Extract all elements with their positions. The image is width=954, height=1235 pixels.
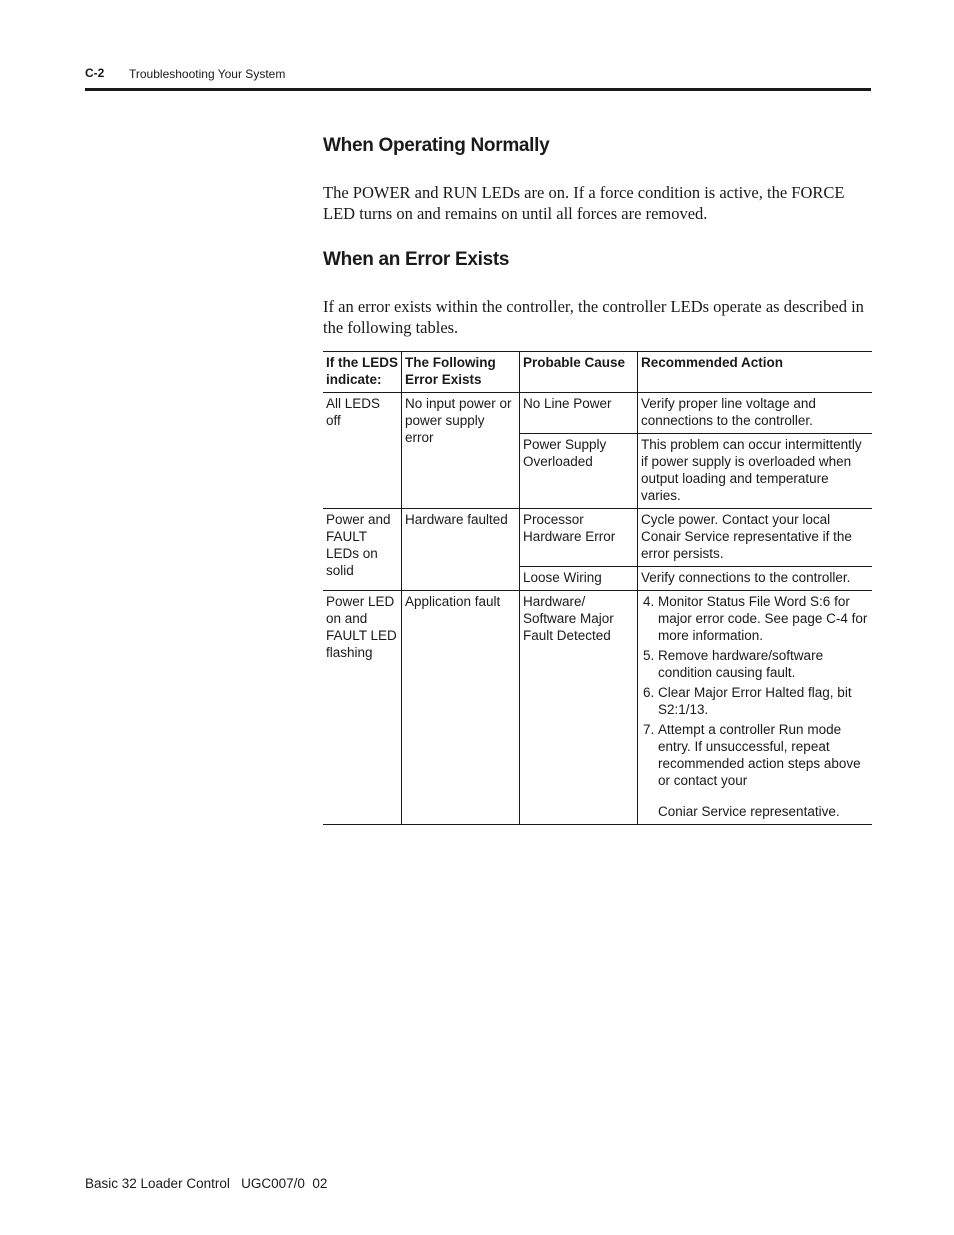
- header-rule: [85, 88, 871, 91]
- paragraph-operating-normally: The POWER and RUN LEDs are on. If a force condition is active, the FORCE LED turns on and remains on until all forces are removed.: [323, 183, 845, 223]
- action-step: 7. Attempt a controller Run mode entry. If unsuccessful, repeat recommended action steps above or contact your: [658, 721, 869, 789]
- action-step: 6. Clear Major Error Halted flag, bit S2:1/13.: [658, 684, 869, 718]
- table-header-row: [323, 352, 872, 393]
- table-row: [323, 591, 872, 825]
- action-step-continuation: Coniar Service representative.: [658, 804, 840, 819]
- cell-leds-indicate: Power and FAULT LEDs on solid: [323, 509, 402, 591]
- heading-error-exists: When an Error Exists: [323, 249, 510, 270]
- header-recommended-action: Recommended Action: [638, 352, 873, 393]
- table-row: [323, 393, 872, 434]
- header-probable-cause: Probable Cause: [520, 352, 638, 393]
- cell-leds-indicate: All LEDS off: [323, 393, 402, 509]
- cell-recommended-action: This problem can occur intermittently if power supply is overloaded when output loading and temperature varies.: [638, 434, 873, 509]
- cell-recommended-action: Verify connections to the controller.: [638, 567, 873, 591]
- cell-error-exists: No input power or power supply error: [402, 393, 520, 509]
- led-error-table: [323, 351, 872, 825]
- cell-recommended-action-steps: [638, 591, 873, 825]
- page-footer: Basic 32 Loader Control UGC007/0 02: [85, 1176, 328, 1191]
- running-title: Troubleshooting Your System: [129, 67, 286, 81]
- cell-probable-cause: Power Supply Overloaded: [520, 434, 638, 509]
- paragraph-error-exists: If an error exists within the controller, the controller LEDs operate as described in the following tables.: [323, 297, 864, 337]
- cell-probable-cause: Loose Wiring: [520, 567, 638, 591]
- cell-recommended-action: Verify proper line voltage and connections to the controller.: [638, 393, 873, 434]
- cell-error-exists: Application fault: [402, 591, 520, 825]
- header-error-exists: The Following Error Exists: [402, 352, 520, 393]
- table-row: [323, 509, 872, 567]
- header-leds-indicate: If the LEDS indicate:: [323, 352, 402, 393]
- page-number: C-2: [85, 66, 105, 80]
- page-header: [85, 66, 871, 90]
- cell-probable-cause: Processor Hardware Error: [520, 509, 638, 567]
- cell-probable-cause: No Line Power: [520, 393, 638, 434]
- action-step: 4. Monitor Status File Word S:6 for major error code. See page C-4 for more information.: [658, 593, 869, 644]
- heading-operating-normally: When Operating Normally: [323, 135, 550, 156]
- cell-leds-indicate: Power LED on and FAULT LED flashing: [323, 591, 402, 825]
- action-steps-list: [641, 593, 869, 789]
- cell-probable-cause: Hardware/ Software Major Fault Detected: [520, 591, 638, 825]
- cell-recommended-action: Cycle power. Contact your local Conair Service representative if the error persists.: [638, 509, 873, 567]
- action-step: 5. Remove hardware/software condition causing fault.: [658, 647, 869, 681]
- cell-error-exists: Hardware faulted: [402, 509, 520, 591]
